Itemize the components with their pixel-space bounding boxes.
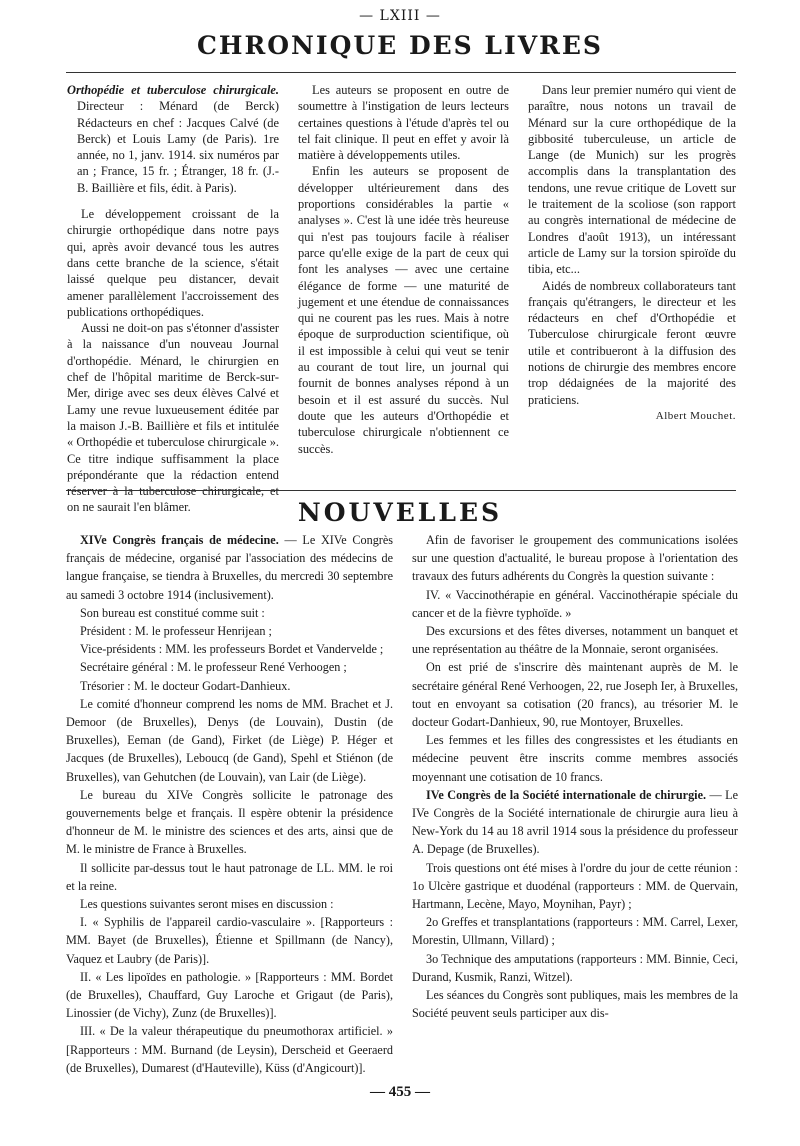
review-paragraph: Aidés de nombreux collaborateurs tant français qu'étrangers, le directeur et les rédacteurs en chef d'Orthopédie et Tuberculose chirurgicale feront œuvre utile et contribueront à la diffusion des notions de chirurgie des membres encore trop dédaignées de la majorité des praticiens. [528, 278, 736, 407]
question-item: 2o Greffes et transplantations (rapporteurs : MM. Carrel, Lexer, Morestin, Ullmann, Villard) ; [412, 915, 738, 948]
news-paragraph: Trois questions ont été mises à l'ordre du jour de cette réunion : 1o Ulcère gastrique et duodénal (rapporteurs : MM. de Quervain, Hartmann, Lecène, Mayo, Moynihan, Payr) ; [412, 860, 738, 912]
news-paragraph: Le comité d'honneur comprend les noms de MM. Brachet et J. Demoor (de Bruxelles), Denys (de Louvain), Dustin (de Bruxelles), Eeman (de Gand), Firket (de Liège) P. Héger et Jacques (de Bruxelles), Leboucq (de Gand), Spehl et Stiénon (de Bruxelles), van Gehutchen (de Louvain), van Lair (de Liège). [66, 696, 393, 784]
bureau-member: Trésorier : M. le docteur Godart-Danhieux. [80, 678, 291, 693]
bureau-member: Président : M. le professeur Henrijean ; [80, 624, 272, 639]
news-paragraph: Afin de favoriser le groupement des communications isolées sur une question d'actualité, le bureau propose à l'orientation des travaux des futurs adhérents du Congrès la question suivante : [412, 533, 738, 584]
review-paragraph: Dans leur premier numéro qui vient de paraître, nous notons un travail de Ménard sur la cure orthopédique de la gibbosité tuberculeuse, un article de Lange (de Munich) sur les progrès accomplis dans la transplantation des tendons, une revue critique de Lovett sur le traitement de la scoliose (son rapport au congrès international de médecine de Londres d'août 1913), un intéressant article de Lamy sur la torsion spiroïde du tibia, etc... [528, 83, 736, 277]
congress-heading: IVe Congrès de la Société internationale de chirurgie. [426, 787, 707, 802]
review-signature: Albert Mouchet. [655, 409, 736, 422]
review-paragraph: Le développement croissant de la chirurgie orthopédique dans notre pays qui, après avoir devancé tous les autres dans cette branche de la science, s'était laissé quelque peu distancer, devait amener parallèlement l'accroissement des publications orthopédiques. [67, 207, 279, 319]
book-meta: Directeur : Ménard (de Berck) Rédacteurs en chef : Jacques Calvé (de Berck) et Louis Lamy (de Paris). 1re année, no 1, janv. 1914. six numéros par an ; France, 15 fr. ; Étranger, 18 fr. (J.-B. Baillière et fils, édit. à Paris). [77, 99, 279, 195]
section-title-chronique: CHRONIQUE DES LIVRES [196, 31, 603, 60]
bureau-member: Secrétaire général : M. le professeur René Verhoogen ; [80, 660, 347, 675]
question-item: I. « Syphilis de l'appareil cardio-vasculaire ». [Rapporteurs : MM. Bayet (de Bruxelles), Étienne et Spillmann (de Nancy), Vaquez et Laubry (de Paris)]. [66, 915, 393, 966]
congress-heading: XIVe Congrès français de médecine. [80, 533, 279, 547]
news-paragraph: Les séances du Congrès sont publiques, mais les membres de la Société peuvent seuls participer aux dis- [412, 988, 738, 1021]
page-roman-numeral: — LXIII — [359, 8, 441, 24]
news-paragraph: Son bureau est constitué comme suit : [80, 605, 265, 620]
book-title: Orthopédie et tuberculose chirurgicale. [67, 83, 279, 97]
review-column-1 [67, 82, 279, 516]
section-divider [66, 490, 736, 491]
review-paragraph: Les auteurs se proposent en outre de soumettre à l'instigation de leurs lecteurs certaines questions à l'étude d'après tel ou tel fait clinique. Il peut en effet y avoir là matière à développements utiles. [298, 83, 509, 163]
news-column-left [66, 531, 393, 1077]
review-paragraph: Aussi ne doit-on pas s'étonner d'assister à la naissance d'un nouveau Journal d'orthopédie. Ménard, le chirurgien en chef de l'hôpital maritime de Berck-sur-Mer, dirige avec ses deux élèves Calvé et Lamy une revue luxueusement éditée par la maison J.-B. Baillière et fils et intitulée « Orthopédie et tuberculose chirurgicale ». Ce titre indique suffisamment la place prépondérante que la rédaction entend réserver à la tuberculose chirurgicale, et on ne saurait l'en blâmer. [67, 321, 279, 515]
review-column-2 [298, 82, 509, 457]
congress-intro: — Le XIVe Congrès français de médecine, organisé par l'association des médecins de langue française, se tiendra à Bruxelles, du mercredi 30 septembre au samedi 3 octobre 1914 (inclusivement). [66, 533, 393, 602]
news-paragraph: Il sollicite par-dessus tout le haut patronage de LL. MM. le roi et la reine. [66, 860, 393, 893]
question-item: II. « Les lipoïdes en pathologie. » [Rapporteurs : MM. Bordet (de Bruxelles), Chauffard, Guy Laroche et Grigaut (de Paris), Linossier (de Vichy), Zunz (de Bruxelles)]. [66, 969, 393, 1021]
question-item: IV. « Vaccinothérapie en général. Vaccinothérapie spéciale du cancer et de la fièvre typhoïde. » [412, 587, 738, 620]
news-paragraph: Les questions suivantes seront mises en discussion : [80, 897, 334, 912]
news-paragraph: Le bureau du XIVe Congrès sollicite le patronage des gouvernements belge et français. Il espère obtenir la présidence d'honneur de M. le ministre des sciences et des arts, ainsi que de M. le ministre de France à Bruxelles. [66, 787, 393, 857]
question-item: III. « De la valeur thérapeutique du pneumothorax artificiel. » [Rapporteurs : MM. Burnand (de Leysin), Derscheid et Geeraerd (de Bruxelles), Dumarest (d'Hauteville), Küss (d'Angicourt)]. [66, 1024, 393, 1075]
news-paragraph: Les femmes et les filles des congressistes et les étudiants en médecine peuvent être inscrits comme membres associés moyennant une cotisation de 10 francs. [412, 733, 738, 784]
review-column-3 [528, 82, 736, 424]
question-item: 3o Technique des amputations (rapporteurs : MM. Binnie, Ceci, Durand, Kusmik, Ranzi, Witzel). [412, 951, 738, 984]
congress-intro: — Le IVe Congrès de la Société internationale de chirurgie aura lieu à New-York du 14 au 18 avril 1914 sous la présidence du professeur A. Depage (de Bruxelles). [412, 787, 738, 857]
news-paragraph: Des excursions et des fêtes diverses, notamment un banquet et une représentation au théâtre de la Monnaie, seront organisées. [412, 624, 738, 657]
review-paragraph: Enfin les auteurs se proposent de développer ultérieurement dans des proportions considérables la partie « analyses ». C'est là une idée très heureuse qui n'est pas toujours facile à réaliser parce qu'elle exige de la part de ceux qui font les analyses — avec une certaine élégance de forme — une maturité de jugement et une étendue de connaissances qui ne courent pas les rues. Mais à notre époque de surproduction scientifique, où il est impossible à celui qui veut se tenir au courant de tout lire, un journal qui fournit de bonnes analyses répond à un besoin et il est assuré du succès. Nul doute que les auteurs d'Orthopédie et tuberculose chirurgicale n'obtiennent ce succès. [298, 164, 509, 456]
news-column-right [412, 531, 738, 1022]
section-title-nouvelles: NOUVELLES [297, 498, 503, 527]
news-paragraph: On est prié de s'inscrire dès maintenant auprès de M. le secrétaire général René Verhoogen, 22, rue Joseph Ier, à Bruxelles, tout en envoyant sa cotisation (20 francs), au trésorier M. le docteur Godart-Danhieux, 90, rue Montoyer, Bruxelles. [412, 660, 738, 730]
bureau-member: Vice-présidents : MM. les professeurs Bordet et Vandervelde ; [80, 642, 384, 657]
header-rule [66, 72, 736, 73]
page-number: — 455 — [370, 1084, 430, 1100]
